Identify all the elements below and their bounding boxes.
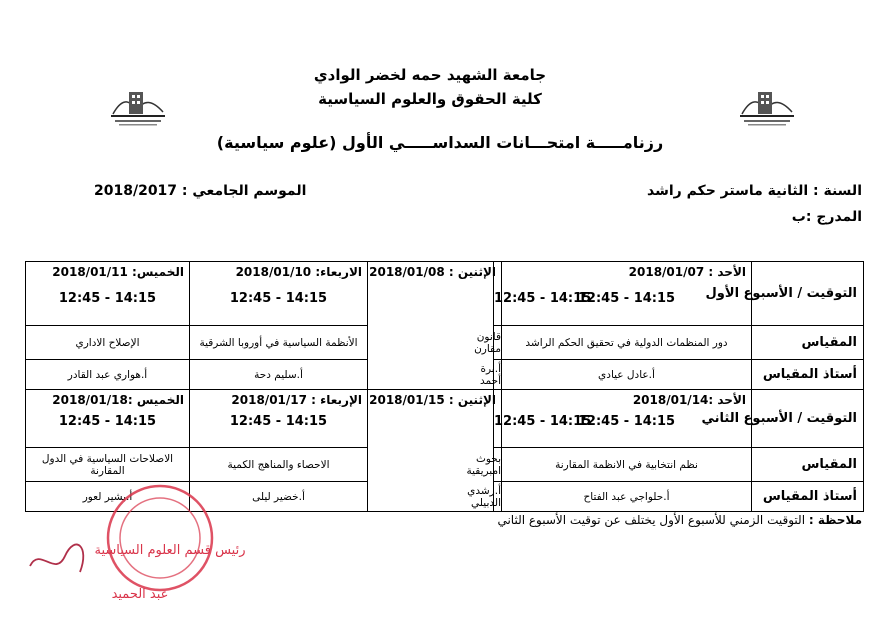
table-gap (368, 262, 494, 390)
university-logo-left (107, 84, 169, 128)
exam-time: 12:45 - 14:15 (229, 291, 328, 306)
exam-schedule-table (25, 261, 864, 512)
week2-day4-cell (26, 390, 190, 448)
university-name: جامعة الشهيد حمه لخضر الوادي (313, 66, 547, 84)
day-date: الأحد : 2018/01/07 (628, 265, 746, 279)
exam-time: 12:45 - 14:15 (494, 414, 592, 429)
subject-cell: دور المنظمات الدولية في تحقيق الحكم الراشد (502, 326, 752, 360)
subject-cell: الاصلاحات السياسية في الدول المقارنة (26, 448, 190, 482)
day-date: الخميس: 2018/01/11 (52, 265, 184, 279)
professor-label: أستاذ المقياس (752, 482, 864, 512)
professor-cell: أ.رشدي الدبيلي (494, 482, 502, 512)
subject-cell: قانون مقارن (494, 326, 502, 360)
table-row (26, 262, 864, 326)
day-date: الاربعاء: 2018/01/10 (235, 265, 362, 279)
professor-cell: أ.حلواجي عبد الفتاح (502, 482, 752, 512)
day-date: الإربعاء : 2018/01/17 (231, 393, 362, 407)
week1-day2-cell (369, 262, 592, 326)
day-date: الإثنين : 2018/01/15 (369, 393, 496, 407)
season-label: الموسم الجامعي : 2018/2017 (94, 183, 307, 199)
professor-cell: أ.برة أحمد (494, 360, 502, 390)
professor-cell: أ.خضير ليلى (190, 482, 368, 512)
professor-cell: أ.سليم دحة (190, 360, 368, 390)
subject-label: المقياس (752, 448, 864, 482)
document-title: رزنامـــــة امتحـــانات السداســـــي الأول (علوم سياسية) (216, 133, 664, 152)
day-date: الخميس :2018/01/18 (52, 393, 184, 407)
professor-cell: أ.بشير لعور (26, 482, 190, 512)
week1-day4-cell (26, 262, 190, 326)
note-label: ملاحظة : (808, 513, 862, 527)
note-text: التوقيت الزمني للأسبوع الأول يختلف عن توقيت الأسبوع الثاني (497, 513, 806, 527)
day-date: الإثنين : 2018/01/08 (369, 265, 496, 279)
note (497, 513, 862, 527)
official-stamp (10, 486, 246, 612)
professor-cell: أ.عادل عيادي (502, 360, 752, 390)
exam-time: 12:45 - 14:15 (58, 291, 157, 306)
professor-label: أستاذ المقياس (752, 360, 864, 390)
university-logo-right (736, 84, 798, 128)
signature (30, 545, 83, 572)
exam-time: 12:45 - 14:15 (494, 291, 592, 306)
exam-time: 12:45 - 14:15 (58, 414, 157, 429)
subject-cell: بحوث امبريقية (494, 448, 502, 482)
week2-day3-cell (190, 390, 368, 448)
table-row (26, 390, 864, 448)
subject-label: المقياس (752, 326, 864, 360)
exam-time: 12:45 - 14:15 (577, 291, 676, 306)
week1-day3-cell (190, 262, 368, 326)
day-date: الأحد :2018/01/14 (632, 393, 746, 407)
subject-cell: الاحصاء والمناهج الكمية (190, 448, 368, 482)
exam-time: 12:45 - 14:15 (577, 414, 676, 429)
subject-cell: الإصلاح الاداري (26, 326, 190, 360)
year-label: السنة : الثانية ماستر حكم راشد (646, 183, 862, 199)
exam-time: 12:45 - 14:15 (229, 414, 328, 429)
week2-day2-cell (369, 390, 592, 448)
subject-cell: الأنظمة السياسية في أوروبا الشرقية (190, 326, 368, 360)
week2-time-label: التوقيت / الأسبوع الثاني (752, 390, 864, 448)
week1-time-label: التوقيت / الأسبوع الأول (752, 262, 864, 326)
subject-cell: نظم انتخابية في الانظمة المقارنة (502, 448, 752, 482)
stamp-line2: عبد الحميد (111, 587, 169, 602)
faculty-name: كلية الحقوق والعلوم السياسية (318, 90, 542, 108)
professor-cell: أ.هواري عبد القادر (26, 360, 190, 390)
stamp-line1: رئيس قسم العلوم السياسية (94, 543, 246, 558)
hall-label: المدرج :ب (791, 209, 862, 225)
